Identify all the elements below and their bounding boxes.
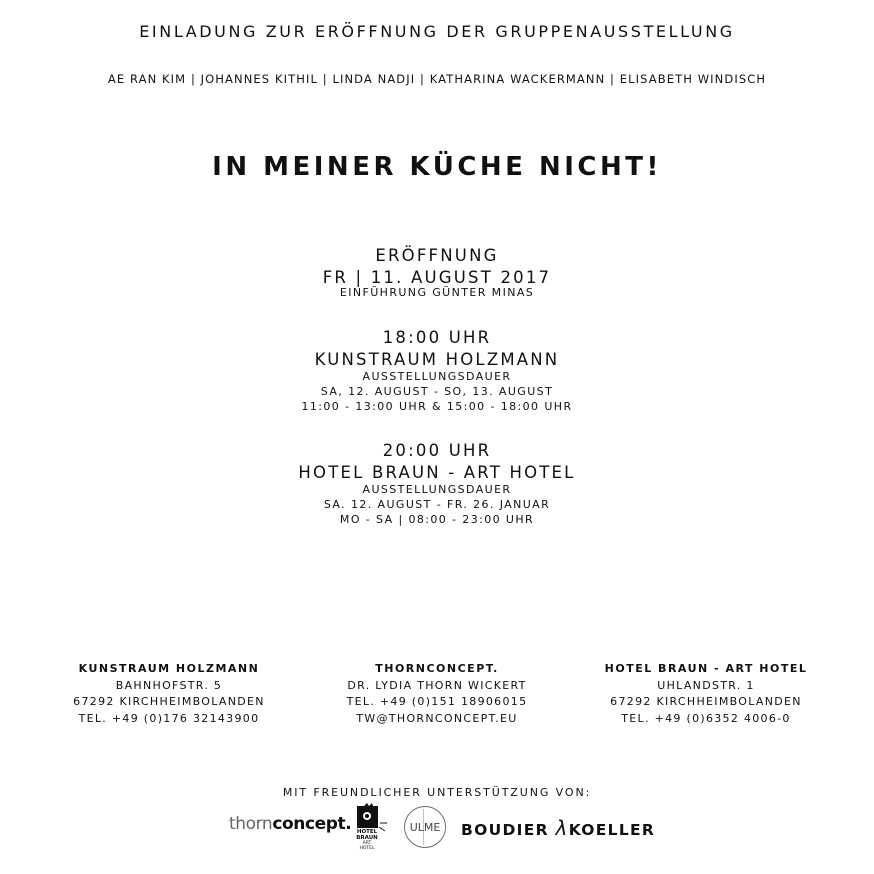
event-dates: SA, 12. AUGUST - SO, 13. AUGUST	[320, 385, 554, 398]
event-duration-label: AUSSTELLUNGSDAUER	[362, 483, 512, 496]
event-time: 18:00 UHR	[382, 328, 492, 347]
event-block-holzmann	[0, 327, 874, 414]
logo-text: KOELLER	[568, 821, 656, 839]
hotel-braun-emblem	[355, 803, 389, 849]
event-venue: HOTEL BRAUN - ART HOTEL	[298, 463, 576, 482]
hotel-braun-logo	[355, 803, 389, 849]
boudier-koeller-logo	[461, 816, 655, 862]
logo-text: BRAUN	[356, 835, 378, 841]
logo-text: BOUDIER	[461, 821, 549, 839]
contact-street: UHLANDSTR. 1	[657, 678, 755, 692]
contact-name: THORNCONCEPT.	[375, 662, 499, 675]
opening-label: ERÖFFNUNG	[375, 246, 499, 265]
contact-name: HOTEL BRAUN - ART HOTEL	[604, 662, 808, 675]
event-dates: SA. 12. AUGUST - FR. 26. JANUAR	[323, 498, 551, 511]
contact-hotel-braun	[586, 661, 826, 727]
contact-city: 67292 KIRCHHEIMBOLANDEN	[73, 695, 265, 708]
event-block-hotel-braun	[0, 440, 874, 527]
event-time: 20:00 UHR	[382, 441, 492, 460]
contact-thornconcept	[317, 661, 557, 727]
opening-date: FR | 11. AUGUST 2017	[322, 268, 552, 287]
support-label: MIT FREUNDLICHER UNTERSTÜTZUNG VON:	[282, 786, 592, 799]
event-venue: KUNSTRAUM HOLZMANN	[314, 350, 560, 369]
logo-text: HOTEL	[359, 846, 375, 849]
contact-phone: TEL. +49 (0)176 32143900	[78, 711, 260, 725]
contact-kunstraum-holzmann	[49, 661, 289, 727]
event-duration-label: AUSSTELLUNGSDAUER	[362, 370, 512, 383]
ulme-logo	[403, 805, 447, 849]
artist-list: AE RAN KIM | JOHANNES KITHIL | LINDA NADJI | KATHARINA WACKERMANN | ELISABETH WINDISCH	[107, 72, 767, 86]
contact-email: TW@THORNCONCEPT.EU	[356, 711, 518, 725]
logo-text: ART	[362, 841, 372, 846]
opening-intro: EINFÜHRUNG GÜNTER MINAS	[339, 286, 535, 299]
logo-text: HOTEL	[356, 829, 378, 835]
contact-name: KUNSTRAUM HOLZMANN	[78, 662, 260, 675]
event-hours: 11:00 - 13:00 UHR & 15:00 - 18:00 UHR	[301, 400, 573, 413]
logo-text: concept.	[272, 814, 352, 834]
exhibition-title: IN MEINER KÜCHE NICHT!	[212, 152, 662, 182]
contact-phone: TEL. +49 (0)6352 4006-0	[621, 711, 791, 725]
contact-city: 67292 KIRCHHEIMBOLANDEN	[610, 695, 802, 708]
contact-phone: TEL. +49 (0)151 18906015	[346, 695, 528, 708]
invitation-heading: EINLADUNG ZUR ERÖFFNUNG DER GRUPPENAUSSTELLUNG	[139, 22, 735, 41]
opening-block	[0, 245, 874, 300]
logo-text: ULME	[409, 821, 441, 834]
event-hours: MO - SA | 08:00 - 23:00 UHR	[339, 513, 535, 526]
contact-street: BAHNHOFSTR. 5	[115, 678, 223, 692]
logo-text: thorn	[229, 814, 273, 834]
ulme-emblem	[403, 805, 447, 849]
contact-person: DR. LYDIA THORN WICKERT	[347, 678, 527, 692]
lambda-icon: λ	[555, 816, 569, 840]
thornconcept-logo	[229, 814, 351, 860]
